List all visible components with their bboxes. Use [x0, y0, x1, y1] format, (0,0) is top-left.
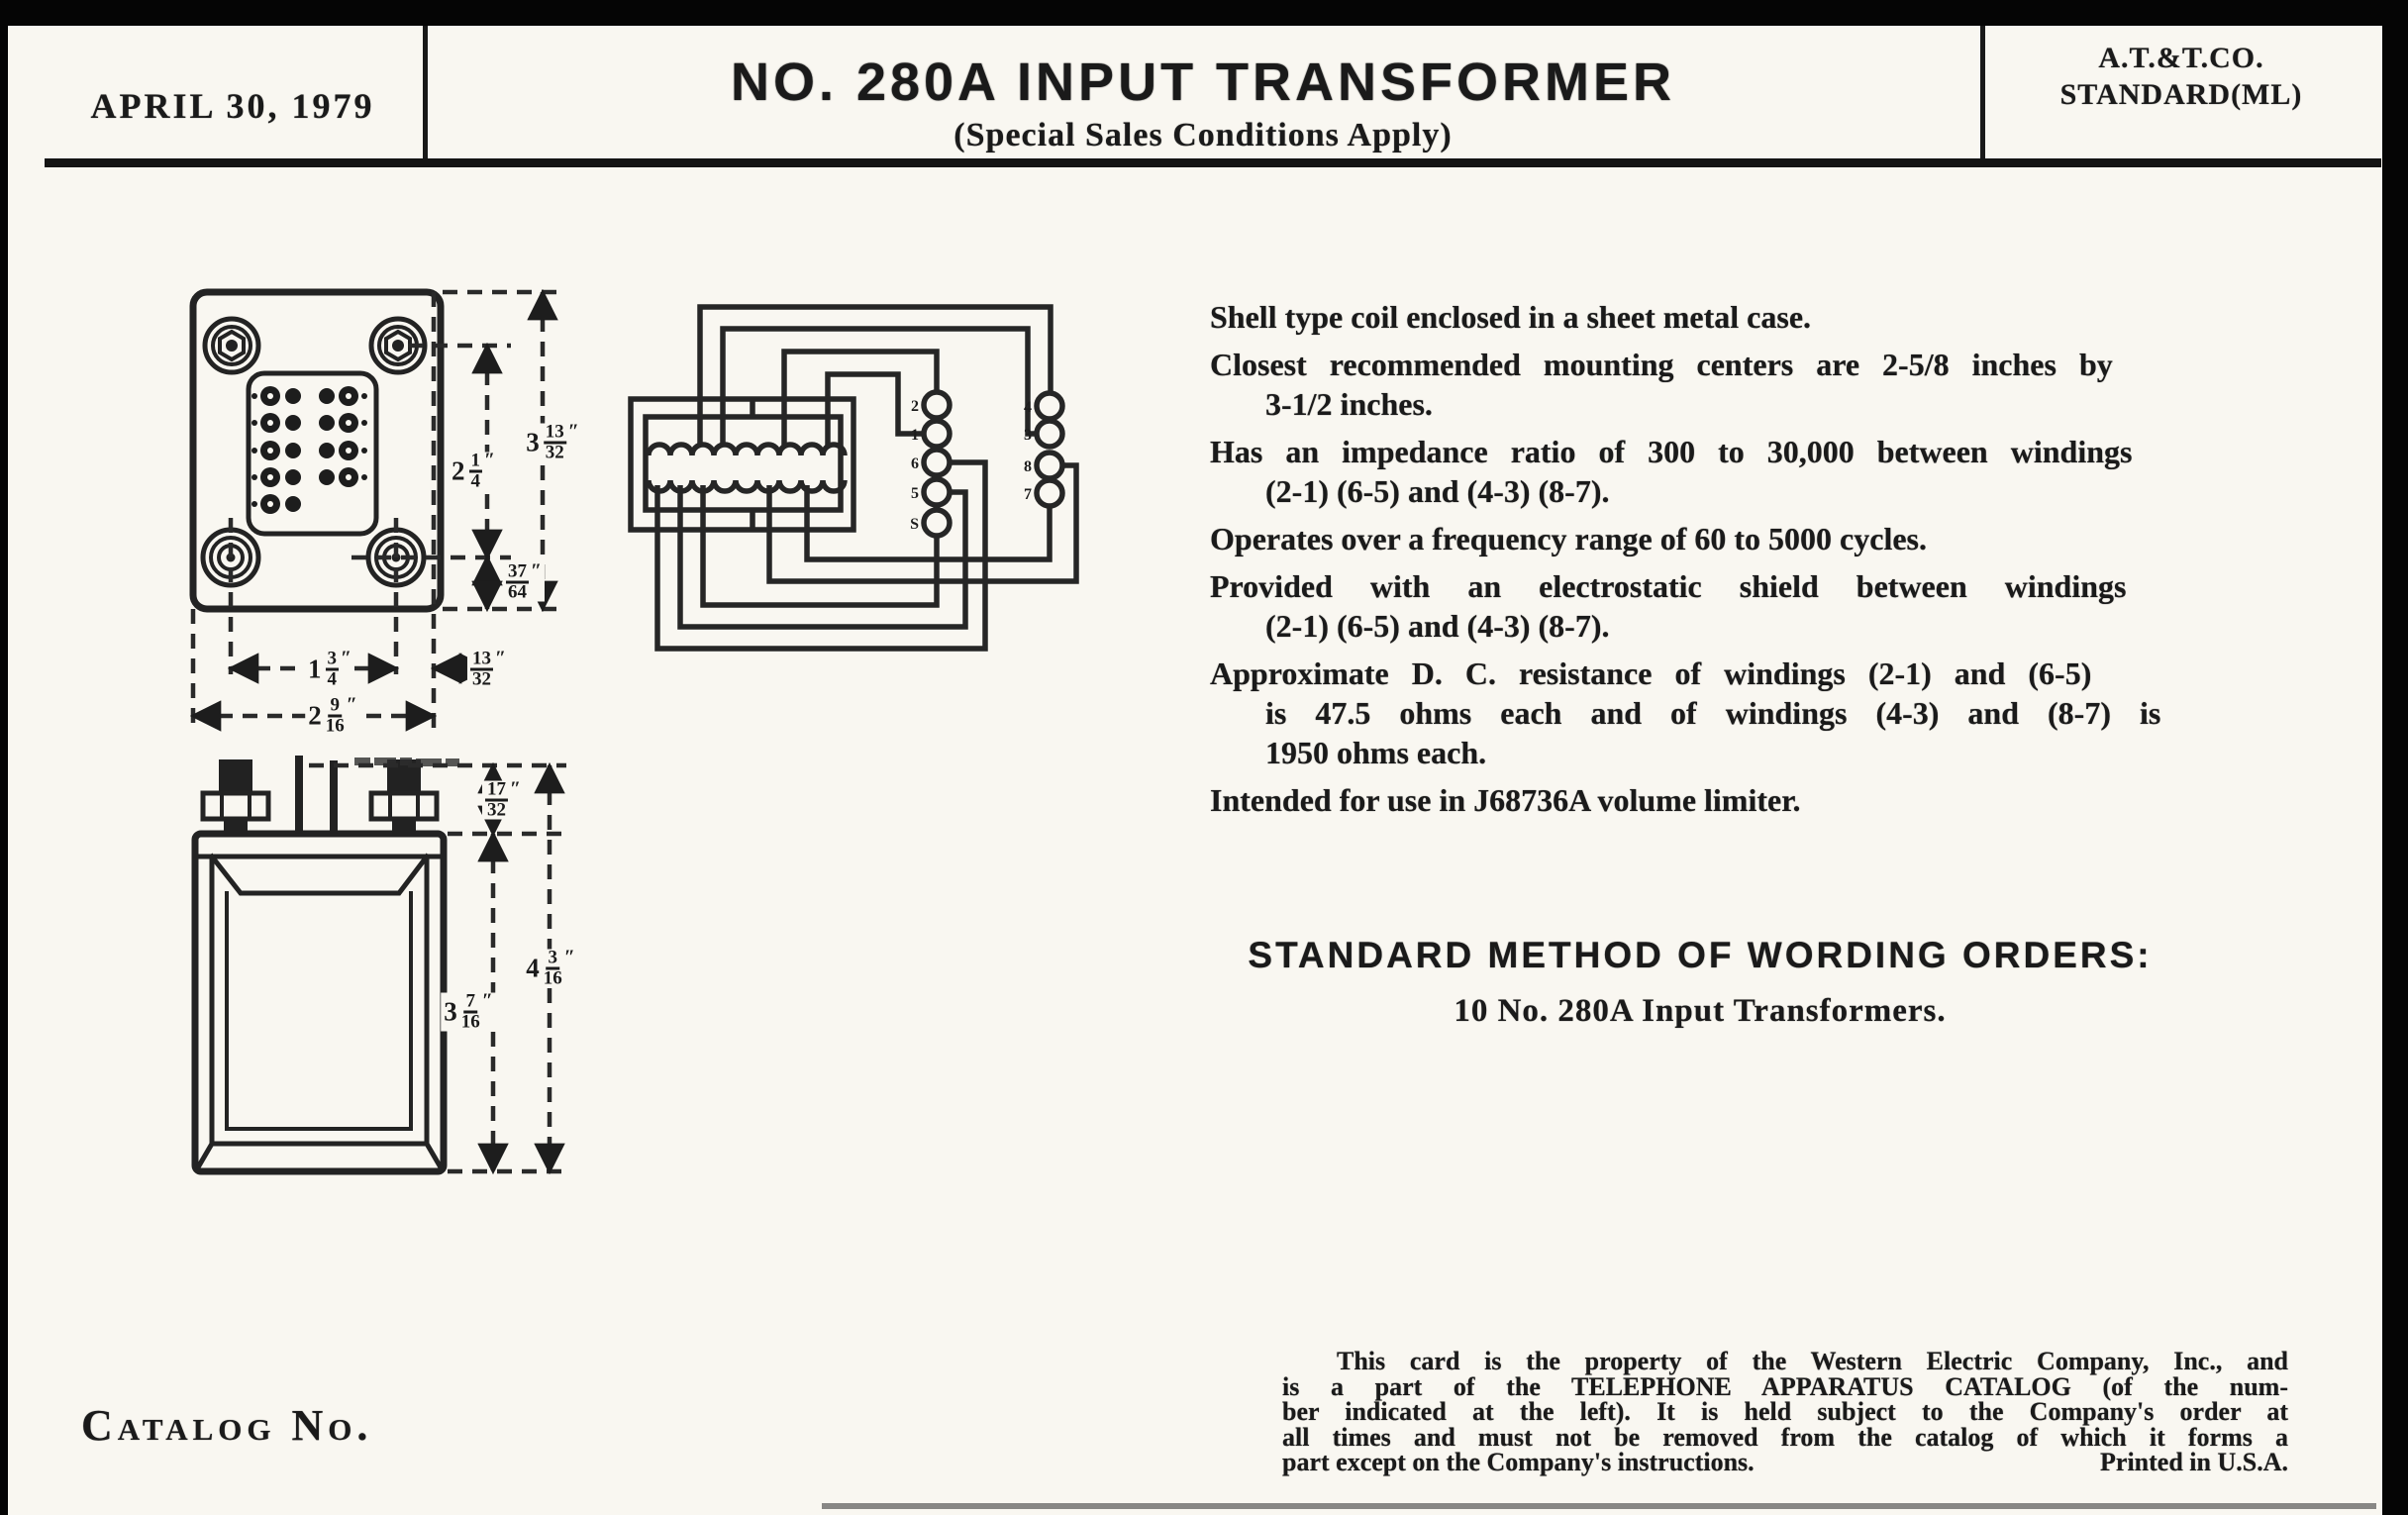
dim-case-height: 3 $\frac{7}{16}$ ″ [441, 993, 496, 1032]
spec-item: Approximate D. C. resistance of windings (2-1) and (6-5) is 47.5 ohms each and of windings (4-3) and (8-7) is 1950 ohms each. [1210, 656, 2161, 770]
terminal-label: 6 [911, 455, 919, 472]
scan-artifact-bottom [822, 1503, 2376, 1509]
legal-line: This card is the property of the Western Electric Company, Inc., and [1337, 1347, 2288, 1375]
dim-overall-height-side-view: 4 $\frac{3}{16}$ ″ [523, 950, 578, 988]
top-view-drawing [178, 280, 574, 746]
catalog-number-label: Catalog No. [81, 1401, 373, 1450]
mounting-screw-top-left [205, 319, 258, 372]
ordering-heading: STANDARD METHOD OF WORDING ORDERS: [1248, 935, 2153, 975]
dim-screw-offset-horizontal: $\frac{13}{32}$ ″ [467, 651, 509, 689]
dim-mounting-centers-horizontal: 1 $\frac{3}{4}$ ″ [305, 651, 354, 689]
terminal-block [249, 373, 376, 534]
ordering-example: 10 No. 280A Input Transformers. [1454, 993, 1947, 1029]
spec-item: Operates over a frequency range of 60 to 5000 cycles. [1210, 521, 1927, 556]
spec-item: Intended for use in J68736A volume limiter. [1210, 782, 1801, 818]
ordering-section [1200, 935, 2200, 1030]
spec-item: Shell type coil enclosed in a sheet metal case. [1210, 299, 1812, 335]
dim-overall-height-top-view: 3 $\frac{13}{32}$ ″ [523, 424, 582, 462]
terminal-label: 5 [911, 485, 919, 502]
spec-item: Has an impedance ratio of 300 to 30,000 between windings (2-1) (6-5) and (4-3) (8-7). [1210, 434, 2133, 509]
standard-stamp-line2: STANDARD(ML) [2059, 78, 2303, 111]
dim-screw-offset-vertical: $\frac{37}{64}$ ″ [503, 563, 545, 602]
side-screw-left [203, 759, 268, 835]
legal-line: is a part of the TELEPHONE APPARATUS CATALOG (of the num- [1282, 1371, 2288, 1401]
side-view-drawing [178, 748, 574, 1243]
legal-notice [1282, 1349, 2288, 1475]
legal-line: all times and must not be removed from the catalog of which it forms a [1282, 1422, 2288, 1452]
primary-winding [649, 445, 845, 455]
wiring-schematic [619, 297, 1104, 663]
terminal-label: 2 [911, 398, 919, 415]
standard-stamp [1983, 40, 2379, 113]
header-rule [45, 158, 2381, 167]
page-subtitle: (Special Sales Conditions Apply) [953, 117, 1453, 153]
spec-item: Closest recommended mounting centers are 2-5/8 inches by 3-1/2 inches. [1210, 347, 2113, 422]
legal-line-left: part except on the Company's instructions. [1282, 1448, 1755, 1476]
terminal-label: 1 [911, 427, 919, 444]
dim-overall-width: 2 $\frac{9}{16}$ ″ [305, 697, 360, 736]
page-title: NO. 280A INPUT TRANSFORMER [730, 52, 1676, 112]
standard-stamp-line1: A.T.&T.CO. [2098, 42, 2264, 74]
spec-list [1210, 297, 2263, 828]
terminal-label: 3 [1024, 427, 1032, 444]
side-screw-right [371, 759, 437, 835]
issue-date: APRIL 30, 1979 [90, 86, 375, 126]
terminal-pin [330, 760, 338, 834]
dim-screw-height: $\frac{17}{32}$ ″ [482, 781, 524, 820]
spec-item: Provided with an electrostatic shield between windings (2-1) (6-5) and (4-3) (8-7). [1210, 568, 2127, 644]
terminal-pin [295, 756, 303, 834]
legal-line: ber indicated at the left). It is held subject to the Company's order at [1282, 1397, 2288, 1426]
legal-line [1282, 1450, 2288, 1475]
terminal-label: S [910, 516, 919, 533]
header-divider-left [423, 26, 428, 164]
printed-in-usa: Printed in U.S.A. [2100, 1448, 2288, 1476]
terminal-label: 4 [1024, 399, 1032, 416]
terminal-label: 7 [1024, 486, 1032, 503]
terminal-circles [924, 392, 1062, 536]
dim-mounting-centers-vertical: 2 $\frac{1}{4}$ ″ [449, 453, 498, 491]
terminal-label: 8 [1024, 458, 1032, 475]
